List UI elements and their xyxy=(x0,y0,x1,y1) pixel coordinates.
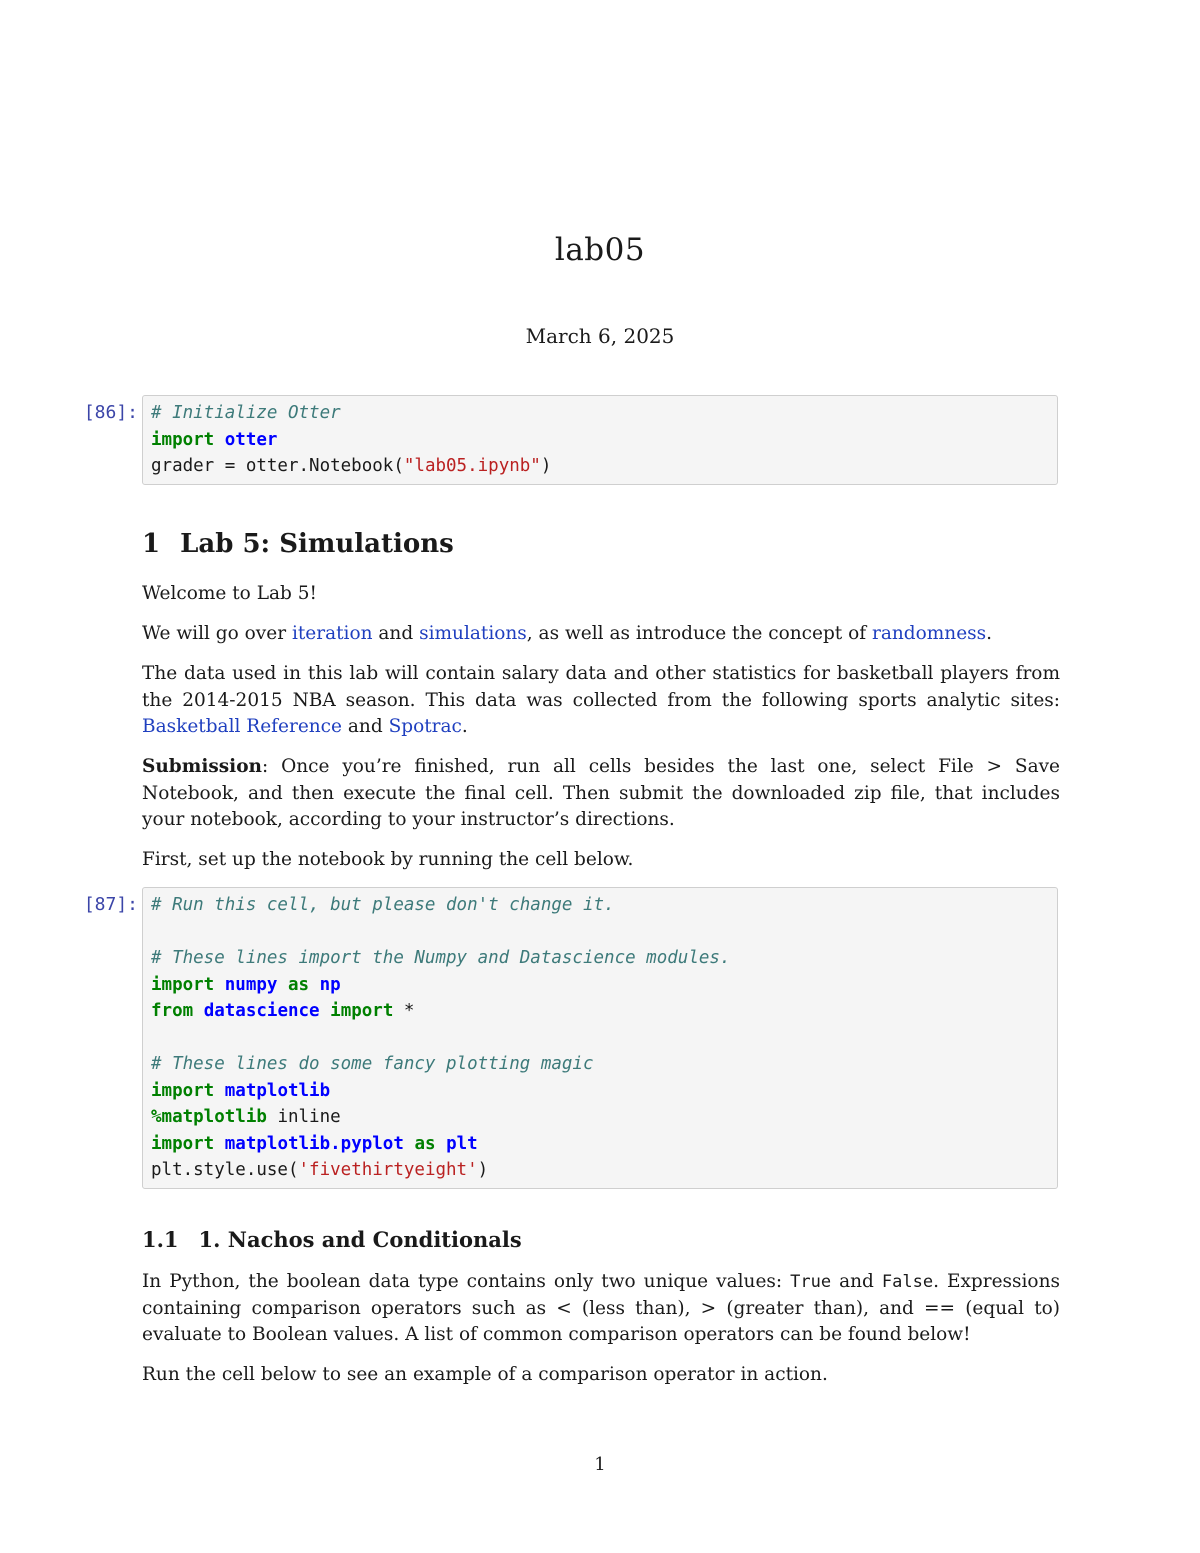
submission-label: Submission xyxy=(142,756,262,777)
run-example-text: Run the cell below to see an example of a comparison operator in action. xyxy=(142,1364,828,1385)
code-token xyxy=(309,975,320,995)
code-true: True xyxy=(790,1272,832,1292)
subsection-number: 1.1 xyxy=(142,1227,179,1252)
code-token: import xyxy=(151,1133,215,1154)
section-heading xyxy=(142,526,454,562)
text: In Python, the boolean data type contains only two unique values: xyxy=(142,1271,791,1292)
submission-paragraph xyxy=(142,754,1060,834)
welcome-text: Welcome to Lab 5! xyxy=(142,583,317,604)
operator-gt: > xyxy=(700,1297,717,1319)
code-token: plt.style.use( xyxy=(151,1160,299,1180)
code-false: False xyxy=(881,1272,934,1292)
code-line xyxy=(151,427,1049,454)
code-token: import xyxy=(151,974,215,995)
code-input[interactable] xyxy=(142,887,1058,1189)
text: (equal to) evaluate to Boolean values. A list of common comparison operators can be found below! xyxy=(142,1297,1060,1345)
code-token xyxy=(277,975,288,995)
code-token: ) xyxy=(540,456,552,476)
text: We will go over xyxy=(142,623,292,644)
code-token: %matplotlib xyxy=(151,1107,267,1127)
text: (greater than), and xyxy=(716,1297,925,1319)
code-token: # Run this cell, but please don't change it. xyxy=(151,895,615,915)
code-token: import xyxy=(330,1001,394,1021)
text: and xyxy=(342,716,389,737)
code-token: ) xyxy=(477,1160,489,1180)
code-token: as xyxy=(414,1133,436,1154)
code-line xyxy=(151,972,1049,999)
code-token: numpy xyxy=(224,974,278,995)
code-token xyxy=(214,975,225,995)
code-line xyxy=(151,945,1049,972)
text: , as well as introduce the concept of xyxy=(526,623,872,644)
code-line xyxy=(151,400,1049,427)
code-token xyxy=(193,1001,204,1021)
code-token: np xyxy=(319,974,341,995)
code-token: otter xyxy=(224,429,278,450)
code-token: from xyxy=(151,1001,194,1021)
text: and xyxy=(372,623,420,644)
link-iteration[interactable]: iteration xyxy=(291,623,373,644)
code-token xyxy=(436,1134,447,1154)
subsection-title: 1. Nachos and Conditionals xyxy=(198,1227,522,1252)
text: . Expressions containing comparison operators such as xyxy=(142,1271,1060,1319)
code-token: import xyxy=(151,1080,215,1101)
code-line xyxy=(151,919,1049,946)
document-title: lab05 xyxy=(554,232,646,268)
text: . xyxy=(986,623,993,644)
code-token: import xyxy=(151,429,215,450)
code-line xyxy=(151,453,1049,480)
link-randomness[interactable]: randomness xyxy=(871,623,987,644)
text: : Once you’re finished, run all cells besides the last one, select File > Save Notebook, and then execute the final cell. Then submit the downloaded zip file, that includes your notebook, according to your instructor’s directions. xyxy=(142,756,1060,830)
code-token: # These lines do some fancy plotting magic xyxy=(151,1054,594,1074)
text: and xyxy=(831,1271,882,1292)
code-token: matplotlib.pyplot xyxy=(224,1133,404,1154)
text: (less than), xyxy=(571,1297,701,1319)
code-line xyxy=(151,892,1049,919)
section-number: 1 xyxy=(142,529,161,559)
code-line xyxy=(151,1051,1049,1078)
document-date: March 6, 2025 xyxy=(525,324,675,348)
code-token: grader = otter.Notebook( xyxy=(151,456,404,476)
boolean-paragraph xyxy=(142,1269,1060,1349)
cell-prompt: [86]: xyxy=(83,402,138,423)
code-token: datascience xyxy=(203,1001,320,1021)
code-token: plt xyxy=(446,1133,478,1154)
code-line xyxy=(151,998,1049,1025)
code-line xyxy=(151,1131,1049,1158)
link-basketball-reference[interactable]: Basketball Reference xyxy=(142,716,342,737)
operator-lt: < xyxy=(556,1297,572,1319)
code-line xyxy=(151,1078,1049,1105)
code-token: 'fivethirtyeight' xyxy=(298,1160,478,1180)
code-token xyxy=(214,1134,225,1154)
code-input[interactable] xyxy=(142,395,1058,485)
code-token xyxy=(214,430,225,450)
code-token: * xyxy=(393,1001,415,1021)
code-token: "lab05.ipynb" xyxy=(403,456,541,476)
text: The data used in this lab will contain salary data and other statistics for basketball players from the 2014-2015 NBA season. This data was collected from the following sports analytic sites: xyxy=(142,663,1060,711)
operator-eq: == xyxy=(924,1297,956,1319)
cell-prompt: [87]: xyxy=(83,894,138,915)
code-token: as xyxy=(288,974,310,995)
code-token: # Initialize Otter xyxy=(151,403,341,423)
code-token: matplotlib xyxy=(224,1080,331,1101)
intro-paragraph xyxy=(142,621,1060,648)
subsection-heading xyxy=(142,1224,522,1256)
code-token: inline xyxy=(266,1107,341,1127)
link-spotrac[interactable]: Spotrac xyxy=(388,716,462,737)
link-simulations[interactable]: simulations xyxy=(419,623,527,644)
code-token: # These lines import the Numpy and Datascience modules. xyxy=(151,948,731,968)
data-paragraph xyxy=(142,661,1060,741)
page-number: 1 xyxy=(594,1454,606,1475)
code-line xyxy=(151,1025,1049,1052)
section-title: Lab 5: Simulations xyxy=(180,529,454,559)
code-token xyxy=(404,1134,415,1154)
setup-text: First, set up the notebook by running the cell below. xyxy=(142,849,634,870)
code-token xyxy=(214,1081,225,1101)
code-token xyxy=(320,1001,331,1021)
code-line xyxy=(151,1157,1049,1184)
code-line xyxy=(151,1104,1049,1131)
text: . xyxy=(461,716,468,737)
